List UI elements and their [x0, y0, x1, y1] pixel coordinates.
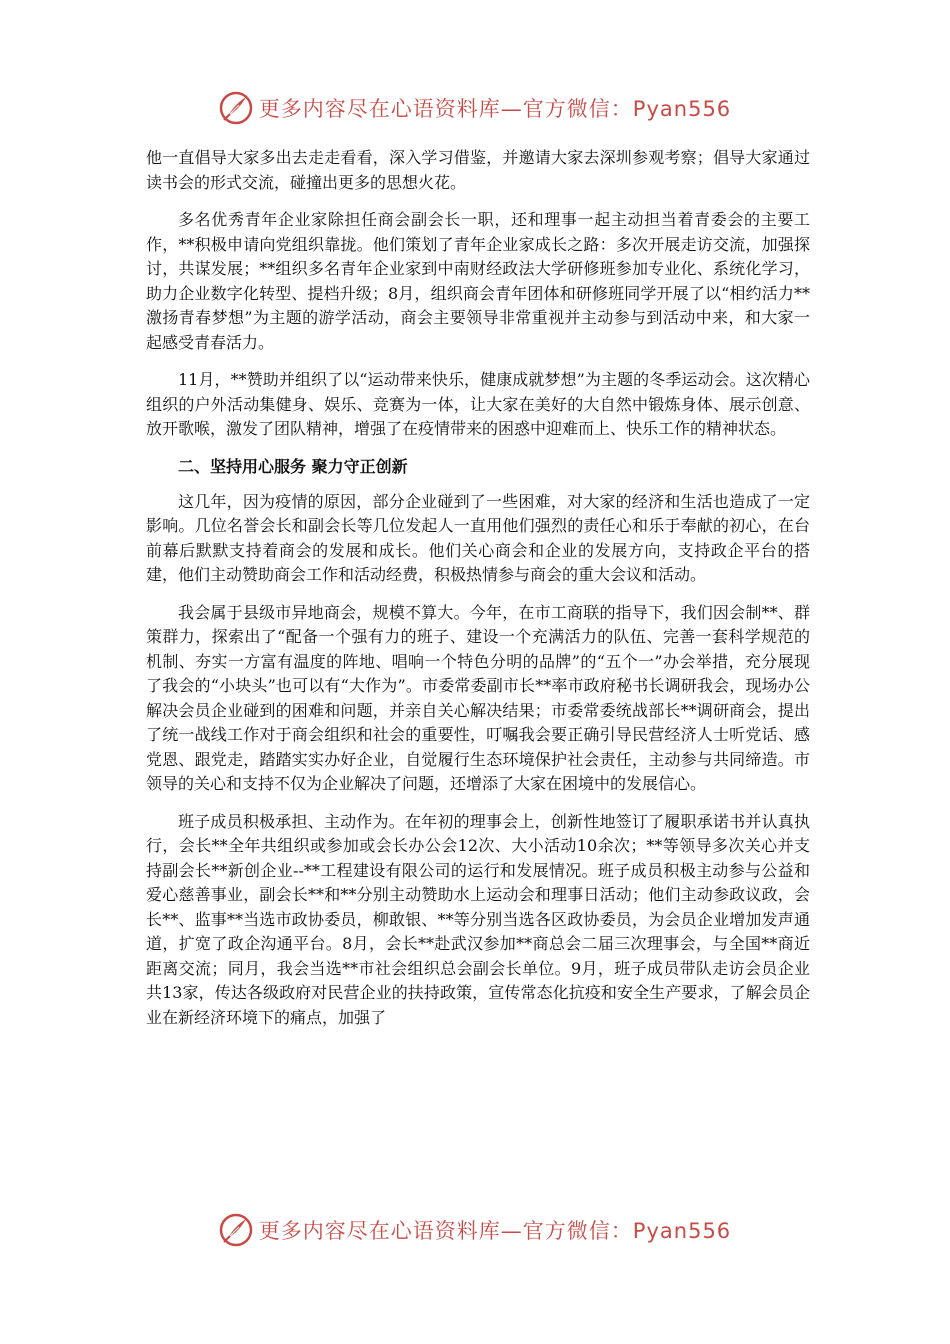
watermark-banner-bottom: [0, 1208, 950, 1252]
paragraph-3: 11月，**赞助并组织了以“运动带来快乐，健康成就梦想”为主题的冬季运动会。这次精心组织的户外活动集健身、娱乐、竞赛为一体，让大家在美好的大自然中锻炼身体、展示创意、放开歌喉，激发了团队精神，增强了在疫情带来的困惑中迎难而上、快乐工作的精神状态。: [146, 370, 810, 438]
paragraph-5: 我会属于县级市异地商会，规模不算大。今年，在市工商联的指导下，我们因会制**、群策群力，探索出了“配备一个强有力的班子、建设一个充满活力的队伍、完善一套科学规范的机制、夯实一方富有温度的阵地、唱响一个特色分明的品牌”的“五个一”办会举措，充分展现了我会的“小块头”也可以有“大作为”。市委常委副市长**率市政府秘书长调研我会，现场办公解决会员企业碰到的困难和问题，并亲自关心解决结果；市委常委统战部长**调研商会，提出了统一战线工作对于商会组织和社会的重要性，叮嘱我会要正确引导民营经济人士听党话、感党恩、跟党走，踏踏实实办好企业，自觉履行生态环境保护社会责任，主动参与共同缔造。市领导的关心和支持不仅为企业解决了问题，还增添了大家在困境中的发展信心。: [146, 602, 810, 793]
document-body: [146, 146, 810, 1043]
paragraph-1: 他一直倡导大家多出去走走看看，深入学习借鉴，并邀请大家去深圳参观考察；倡导大家通过读书会的形式交流，碰撞出更多的思想火花。: [146, 148, 810, 192]
watermark-banner-top: [0, 86, 950, 130]
watermark-text: 更多内容尽在心语资料库—官方微信：Pyan556: [258, 97, 732, 121]
feather-pen-logo-icon: [219, 1213, 253, 1247]
watermark-text: 更多内容尽在心语资料库—官方微信：Pyan556: [258, 1219, 732, 1243]
paragraph-4: 这几年，因为疫情的原因，部分企业碰到了一些困难，对大家的经济和生活也造成了一定影响。几位名誉会长和副会长等几位发起人一直用他们强烈的责任心和乐于奉献的初心，在台前幕后默默支持着商会的发展和成长。他们关心商会和企业的发展方向，支持政企平台的搭建，他们主动赞助商会工作和活动经费，积极热情参与商会的重大会议和活动。: [146, 491, 810, 584]
paragraph-6: 班子成员积极承担、主动作为。在年初的理事会上，创新性地签订了履职承诺书并认真执行，会长**全年共组织或参加或会长办公会12次、大小活动10余次；**等领导多次关心并支持副会长**新创企业--**工程建设有限公司的运行和发展情况。班子成员积极主动参与公益和爱心慈善事业，副会长**和**分别主动赞助水上运动会和理事日活动；他们主动参政议政，会长**、监事**当选市政协委员，柳敢银、**等分别当选各区政协委员，为会员企业增加发声通道，扩宽了政企沟通平台。8月，会长**赴武汉参加**商总会二届三次理事会，与全国**商近距离交流；同月，我会当选**市社会组织总会副会长单位。9月，班子成员带队走访会员企业共13家，传达各级政府对民营企业的扶持政策，宣传常态化抗疫和安全生产要求，了解会员企业在新经济环境下的痛点，加强了: [146, 811, 810, 1027]
section-heading: 二、坚持用心服务 聚力守正创新: [178, 456, 408, 476]
paragraph-2: 多名优秀青年企业家除担任商会副会长一职，还和理事一起主动担当着青委会的主要工作，**积极申请向党组织靠拢。他们策划了青年企业家成长之路：多次开展走访交流，加强探讨，共谋发展；**组织多名青年企业家到中南财经政法大学研修班参加专业化、系统化学习，助力企业数字化转型、提档升级；8月，组织商会青年团体和研修班同学开展了以“相约活力** 激扬青春梦想”为主题的游学活动，商会主要领导非常重视并主动参与到活动中来，和大家一起感受青春活力。: [146, 210, 810, 352]
feather-pen-logo-icon: [219, 91, 253, 125]
